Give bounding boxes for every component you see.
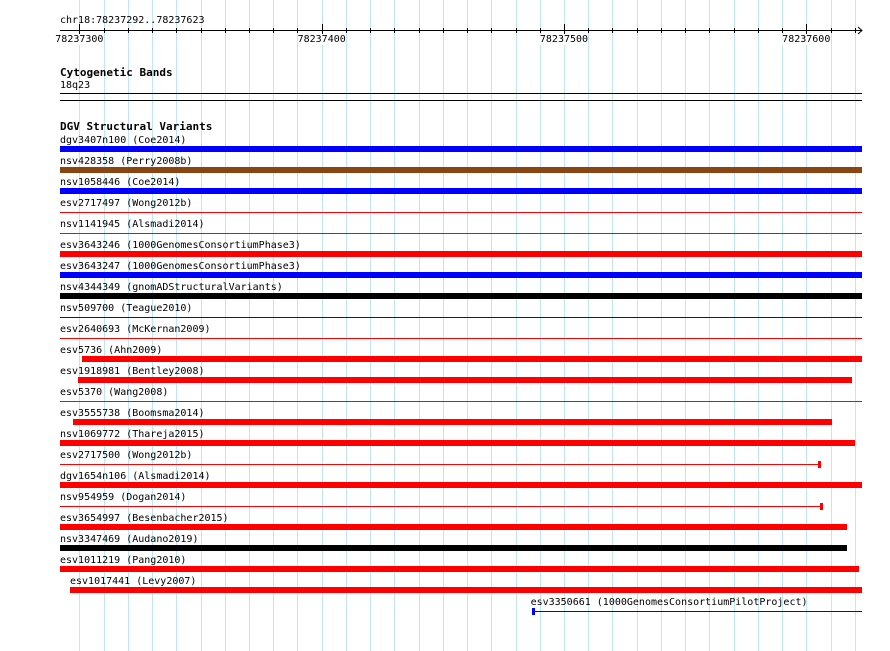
feature-label[interactable]: esv1017441 (Levy2007) [70, 576, 197, 587]
feature-bar[interactable] [60, 440, 855, 446]
feature-bar[interactable] [70, 587, 862, 593]
feature-bar[interactable] [60, 188, 862, 194]
ruler-tick-label: 78237500 [539, 34, 589, 45]
feature-end-marker[interactable] [532, 608, 535, 615]
feature-line[interactable] [60, 506, 823, 507]
cytoband-bar[interactable] [60, 93, 862, 94]
feature-label[interactable]: esv3350661 (1000GenomesConsortiumPilotProject) [530, 597, 808, 608]
feature-line[interactable] [60, 212, 862, 213]
feature-label[interactable]: nsv1069772 (Thareja2015) [60, 429, 205, 440]
feature-label[interactable]: nsv1141945 (Alsmadi2014) [60, 219, 205, 230]
feature-line[interactable] [60, 338, 862, 339]
ruler[interactable] [0, 0, 890, 50]
location-label: chr18:78237292..78237623 [60, 15, 205, 26]
ruler-axis [0, 0, 890, 50]
feature-line[interactable] [60, 317, 862, 318]
feature-label[interactable]: esv2640693 (McKernan2009) [60, 324, 211, 335]
feature-bar[interactable] [60, 545, 847, 551]
feature-label[interactable]: esv2717500 (Wong2012b) [60, 450, 193, 461]
feature-label[interactable]: nsv954959 (Dogan2014) [60, 492, 187, 503]
feature-bar[interactable] [82, 356, 862, 362]
feature-label[interactable]: esv1918981 (Bentley2008) [60, 366, 205, 377]
feature-label[interactable]: nsv1058446 (Coe2014) [60, 177, 181, 188]
feature-line[interactable] [60, 233, 862, 234]
feature-end-marker[interactable] [820, 503, 823, 510]
feature-label[interactable]: esv3654997 (Besenbacher2015) [60, 513, 229, 524]
feature-label[interactable]: esv3643247 (1000GenomesConsortiumPhase3) [60, 261, 301, 272]
feature-label[interactable]: esv3643246 (1000GenomesConsortiumPhase3) [60, 240, 301, 251]
feature-bar[interactable] [60, 251, 862, 257]
cytoband-divider [60, 100, 862, 101]
ruler-tick-label: 78237300 [55, 34, 104, 45]
feature-bar[interactable] [78, 377, 852, 383]
feature-label[interactable]: esv3555738 (Boomsma2014) [60, 408, 205, 419]
feature-line[interactable] [60, 464, 821, 465]
feature-label[interactable]: nsv4344349 (gnomADStructuralVariants) [60, 282, 283, 293]
feature-bar[interactable] [60, 524, 847, 530]
cytoband-track-title[interactable]: Cytogenetic Bands [60, 66, 173, 79]
cytoband-label: 18q23 [60, 80, 91, 91]
feature-label[interactable]: esv5736 (Ahn2009) [60, 345, 163, 356]
feature-label[interactable]: nsv428358 (Perry2008b) [60, 156, 193, 167]
feature-bar[interactable] [60, 482, 862, 488]
feature-bar[interactable] [60, 167, 862, 173]
feature-label[interactable]: esv5370 (Wang2008) [60, 387, 169, 398]
feature-label[interactable]: esv1011219 (Pang2010) [60, 555, 187, 566]
feature-label[interactable]: dgv1654n106 (Alsmadi2014) [60, 471, 211, 482]
feature-bar[interactable] [73, 419, 832, 425]
feature-bar[interactable] [60, 566, 859, 572]
feature-label[interactable]: nsv509700 (Teague2010) [60, 303, 193, 314]
ruler-tick-label: 78237400 [297, 34, 346, 45]
feature-bar[interactable] [60, 146, 862, 152]
feature-line[interactable] [60, 401, 862, 402]
feature-bar[interactable] [60, 272, 862, 278]
feature-label[interactable]: nsv3347469 (Audano2019) [60, 534, 199, 545]
feature-bar[interactable] [60, 293, 862, 299]
feature-label[interactable]: dgv3407n100 (Coe2014) [60, 135, 187, 146]
ruler-tick-label: 78237600 [782, 34, 831, 45]
feature-label[interactable]: esv2717497 (Wong2012b) [60, 198, 193, 209]
feature-line[interactable] [532, 611, 862, 612]
feature-end-marker[interactable] [818, 461, 821, 468]
dgv-track-title[interactable]: DGV Structural Variants [60, 120, 213, 133]
